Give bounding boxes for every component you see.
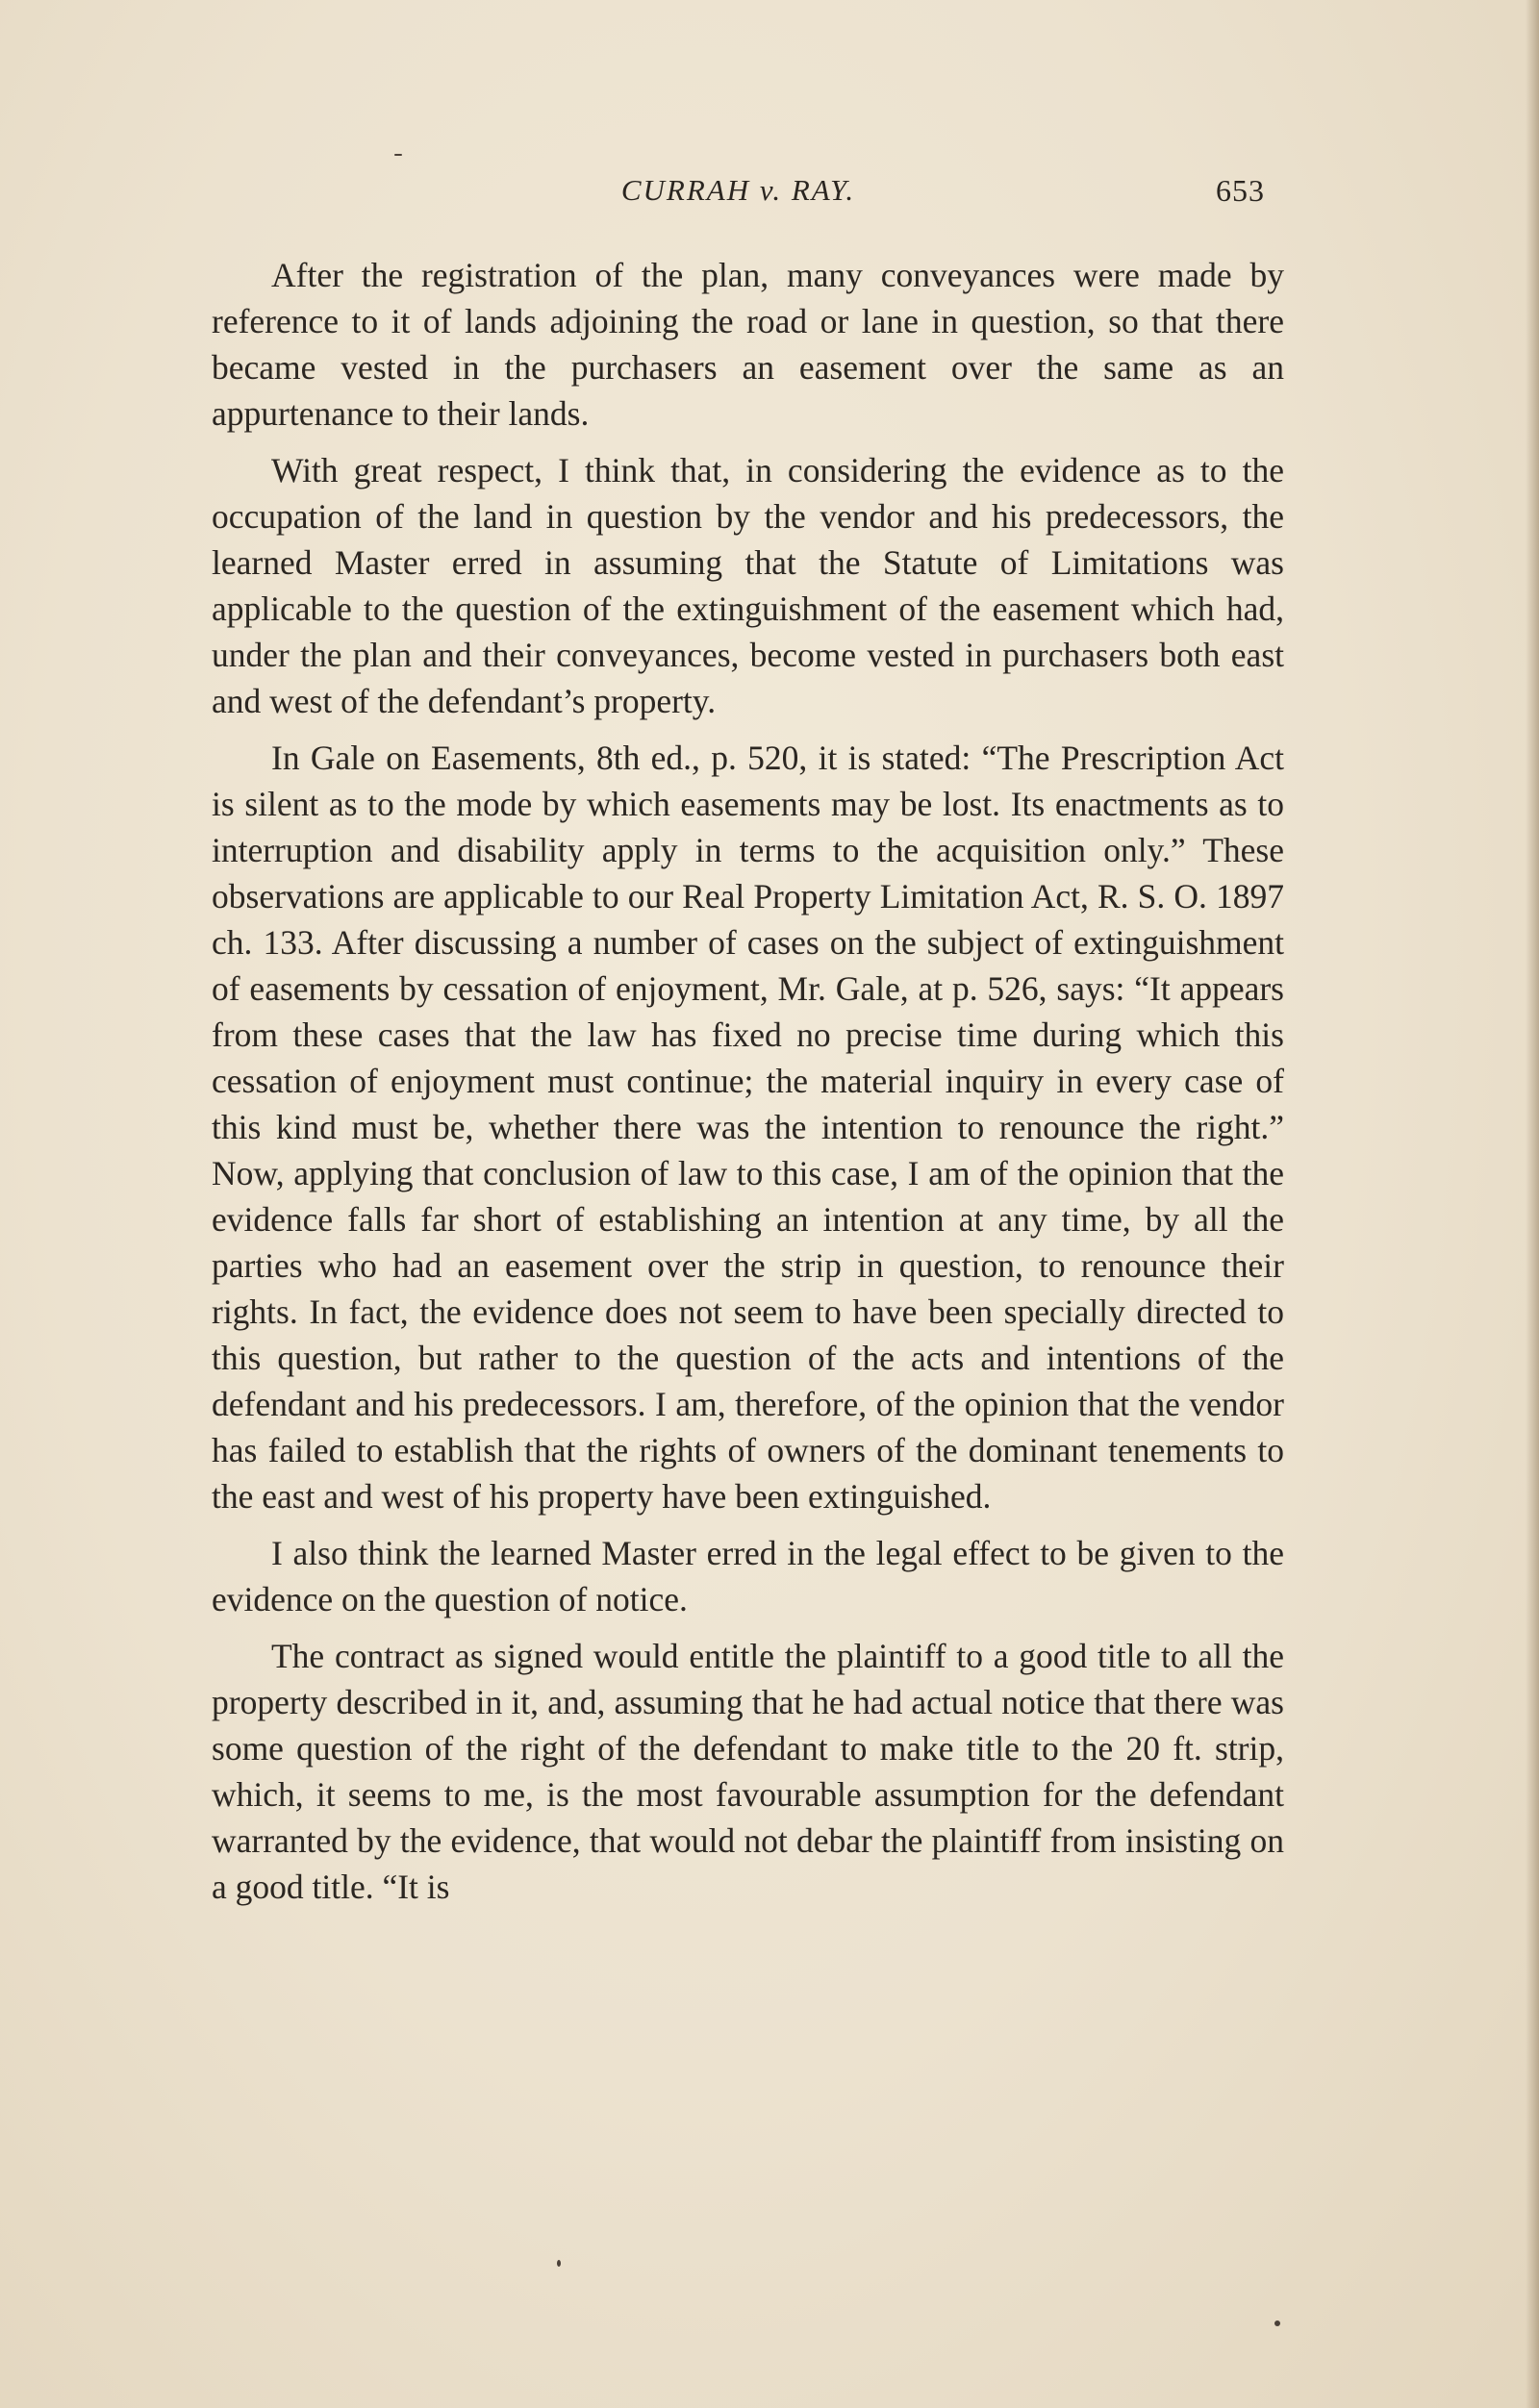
ink-speck — [394, 154, 402, 156]
running-head: CURRAH v. RAY. — [620, 173, 856, 207]
paragraph: After the registration of the plan, many conveyances were made by reference to it of lands adjoining the road or lane in question, so that there became vested in the purchasers an easement over the same as an appurtenance to their lands. — [212, 256, 1284, 433]
page-edge-shadow — [1526, 0, 1539, 2408]
ink-speck — [1274, 2320, 1280, 2326]
paragraph: The contract as signed would entitle the plaintiff to a good title to all the property described in it, and, assuming that he had actual notice that there was some question of the right of the defendant to make title to the 20 ft. strip, which, it seems to me, is the most favourable assumption for the defendant warranted by the evidence, that would not debar the plaintiff from insisting on a good title. “It is — [212, 1637, 1284, 1906]
body-text — [212, 252, 1284, 1920]
paragraph: With great respect, I think that, in considering the evidence as to the occupation of the land in question by the vendor and his predecessors, the learned Master erred in assuming that the Statute of Limitations was applicable to the question of the extinguishment of the easement which had, under the plan and their conveyances, become vested in purchasers both east and west of the defendant’s property. — [212, 451, 1284, 720]
paragraph: I also think the learned Master erred in the legal effect to be given to the evidence on the question of notice. — [212, 1534, 1284, 1618]
ink-speck — [557, 2260, 561, 2267]
page-header — [212, 173, 1265, 221]
paragraph: In Gale on Easements, 8th ed., p. 520, it is stated: “The Prescription Act is silent as to the mode by which easements may be lost. Its enactments as to interruption and disability apply in terms to the acquisition only.” These observations are applicable to our Real Property Limitation Act, R. S. O. 1897 ch. 133. After discussing a number of cases on the subject of extinguishment of easements by cessation of enjoyment, Mr. Gale, at p. 526, says: “It appears from these cases that the law has fixed no precise time during which this cessation of enjoyment must continue; the material inquiry in every case of this kind must be, whether there was the intention to renounce the right.” Now, applying that conclusion of law to this case, I am of the opinion that the evidence falls far short of establishing an intention at any time, by all the parties who had an easement over the strip in question, to renounce their rights. In fact, the evidence does not seem to have been specially directed to this question, but rather to the question of the acts and intentions of the defendant and his predecessors. I am, therefore, of the opinion that the vendor has failed to establish that the rights of owners of the dominant tenements to the east and west of his property have been extinguished. — [212, 739, 1284, 1516]
page-number: 653 — [1216, 173, 1265, 208]
